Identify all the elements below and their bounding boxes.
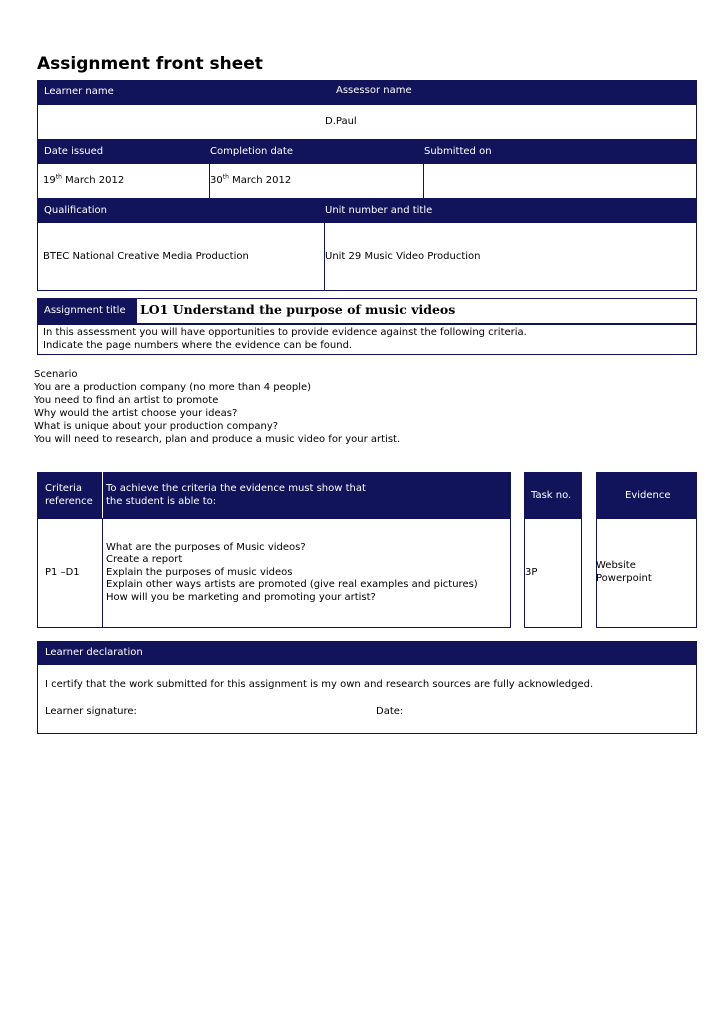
dates-header — [37, 140, 697, 163]
signature-label: Learner signature: — [45, 706, 137, 717]
criteria-line: Explain the purposes of music videos — [106, 566, 293, 578]
evidence-header-label: Evidence — [625, 490, 671, 501]
criteria-line: How will you be marketing and promoting your artist? — [106, 591, 376, 603]
learner-name-label: Learner name — [44, 86, 114, 97]
dates-divider-2 — [423, 163, 424, 199]
criteria-ref: P1 –D1 — [45, 567, 80, 578]
declaration-text: I certify that the work submitted for this assignment is my own and research sources are fully acknowledged. — [45, 679, 594, 690]
assignment-title-label: Assignment title — [44, 305, 126, 316]
criteria-line: Create a report — [106, 554, 183, 566]
learner-assessor-row — [37, 104, 697, 140]
task-number: 3P — [525, 567, 538, 578]
dates-row — [37, 163, 697, 199]
qualification-label: Qualification — [44, 205, 107, 216]
scenario-line: You will need to research, plan and produce a music video for your artist. — [34, 434, 401, 445]
scenario-heading: Scenario — [34, 369, 78, 380]
date-label: Date: — [376, 706, 404, 717]
intro-line-2: Indicate the page numbers where the evidence can be found. — [43, 340, 353, 351]
unit-label: Unit number and title — [325, 205, 433, 216]
declaration-body — [37, 664, 697, 734]
criteria-description — [106, 542, 478, 604]
declaration-label: Learner declaration — [45, 647, 143, 658]
criteria-header — [37, 472, 511, 518]
unit-value: Unit 29 Music Video Production — [325, 251, 481, 262]
completion-date-label: Completion date — [210, 146, 294, 157]
qualification-value: BTEC National Creative Media Production — [43, 251, 249, 262]
submitted-on-label: Submitted on — [424, 146, 492, 157]
criteria-line: What are the purposes of Music videos? — [106, 542, 306, 553]
scenario-line: You are a production company (no more than 4 people) — [34, 382, 312, 393]
completion-date-value: 30th March 2012 — [210, 173, 292, 186]
date-issued-label: Date issued — [44, 146, 104, 157]
scenario-text — [34, 368, 400, 446]
assessor-name-label: Assessor name — [336, 85, 412, 96]
criteria-line: Explain other ways artists are promoted (give real examples and pictures) — [106, 579, 478, 591]
scenario-line: What is unique about your production company? — [34, 421, 279, 432]
criteria-header-divider — [102, 472, 103, 518]
criteria-body-divider — [102, 518, 103, 628]
scenario-line: Why would the artist choose your ideas? — [34, 408, 238, 419]
scenario-line: You need to find an artist to promote — [34, 395, 219, 406]
intro-line-1: In this assessment you will have opportunities to provide evidence against the following criteria. — [43, 327, 527, 338]
page-title: Assignment front sheet — [37, 54, 263, 74]
achieve-header-line1: To achieve the criteria the evidence must show that — [106, 483, 366, 494]
criteria-header-line1: Criteria — [45, 483, 82, 494]
assessor-name-value: D.Paul — [325, 116, 357, 127]
task-header-label: Task no. — [531, 490, 572, 501]
criteria-header-line2: reference — [45, 496, 93, 507]
evidence-line-website: Website — [596, 560, 636, 571]
date-issued-value: 19th March 2012 — [43, 173, 125, 186]
achieve-header-line2: the student is able to: — [106, 496, 217, 507]
evidence-line-powerpoint: Powerpoint — [596, 573, 652, 584]
assignment-title-value: LO1 Understand the purpose of music videos — [140, 302, 456, 317]
